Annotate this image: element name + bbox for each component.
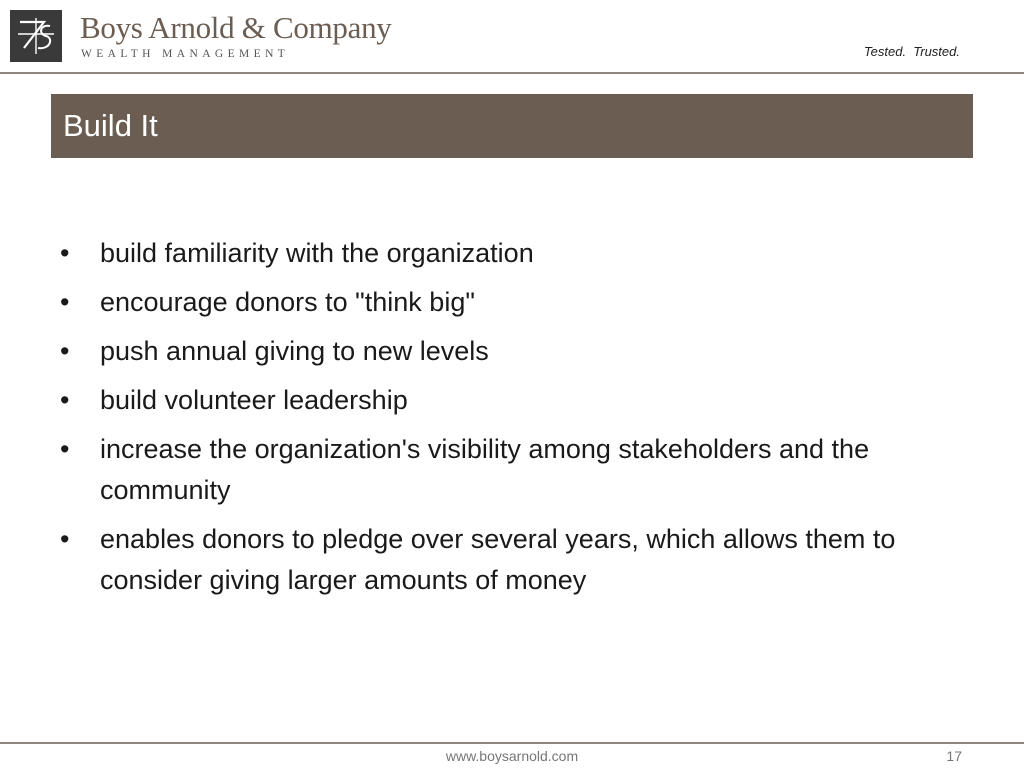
bullet-text: increase the organization's visibility among stakeholders and the community: [100, 434, 870, 505]
tagline: Tested. Trusted.: [863, 44, 960, 59]
bullet-dot-icon: •: [60, 434, 70, 464]
monogram-icon: [14, 14, 58, 58]
bullet-item: [60, 380, 960, 421]
bullet-item: [60, 429, 960, 511]
bullet-item: [60, 519, 960, 601]
bullet-item: [60, 331, 960, 372]
brand-subtitle: WEALTH MANAGEMENT: [81, 48, 290, 60]
company-logo-mark: [10, 10, 62, 62]
bullet-item: [60, 233, 960, 274]
header-divider: [0, 72, 1024, 74]
bullet-dot-icon: •: [60, 238, 70, 268]
footer-divider: [0, 742, 1024, 744]
bullet-text: encourage donors to "think big": [100, 287, 475, 317]
slide-title: Build It: [63, 108, 158, 143]
bullet-text: build familiarity with the organization: [100, 238, 534, 268]
footer-url: www.boysarnold.com: [445, 748, 579, 764]
bullet-dot-icon: •: [60, 385, 70, 415]
page-number: 17: [946, 748, 962, 764]
bullet-text: build volunteer leadership: [100, 385, 408, 415]
bullet-text: enables donors to pledge over several years, which allows them to consider giving larger amounts of money: [100, 524, 896, 595]
bullet-item: [60, 282, 960, 323]
bullet-dot-icon: •: [60, 524, 70, 554]
brand-name: Boys Arnold & Company: [80, 10, 392, 45]
bullet-text: push annual giving to new levels: [100, 336, 489, 366]
bullet-dot-icon: •: [60, 336, 70, 366]
bullet-dot-icon: •: [60, 287, 70, 317]
slide-title-bar: [51, 94, 973, 158]
bullet-list: [60, 233, 960, 609]
